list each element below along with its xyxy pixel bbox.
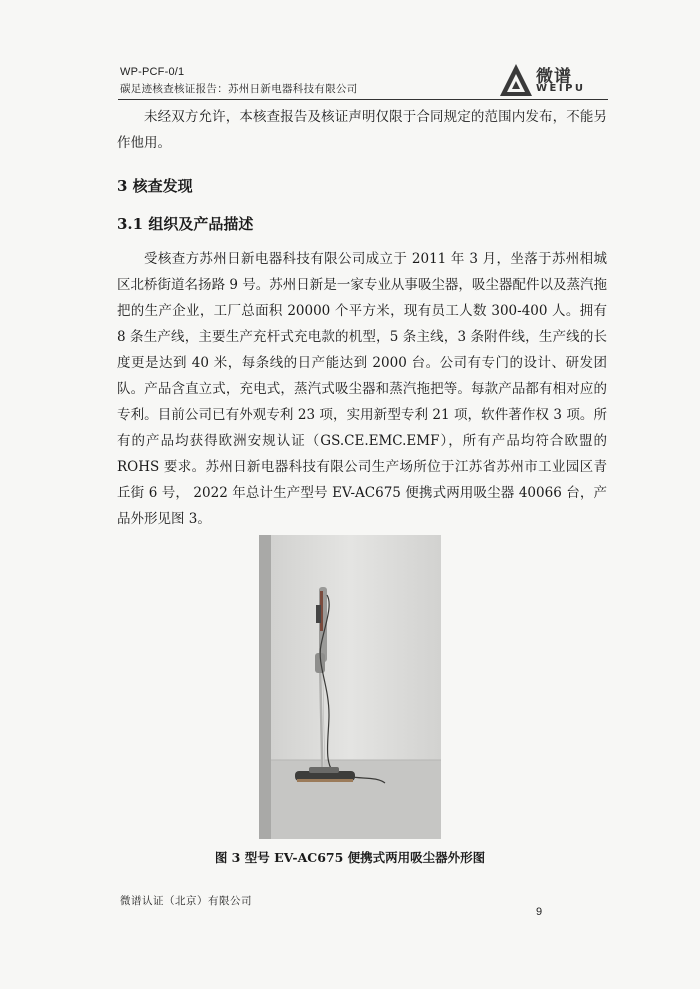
product-photo	[259, 535, 441, 839]
footer-company: 微谱认证（北京）有限公司	[120, 895, 252, 907]
logo-chinese-text: 微谱	[536, 67, 572, 87]
vacuum-cleaner-image	[259, 535, 441, 839]
section-heading: 3 核查发现	[117, 177, 193, 195]
weipu-logo-icon	[498, 62, 534, 98]
document-code: WP-PCF-0/1	[120, 66, 185, 78]
figure-caption: 图 3 型号 EV-AC675 便携式两用吸尘器外形图	[214, 850, 486, 865]
page-number: 9	[536, 906, 543, 918]
subsection-heading: 3.1 组织及产品描述	[117, 215, 254, 233]
description-paragraph: 受核查方苏州日新电器科技有限公司成立于 2011 年 3 月，坐落于苏州相城区北桥街道名扬路 9 号。苏州日新是一家专业从事吸尘器，吸尘器配件以及蒸汽拖把的生产企业，工厂总面积 20000 个平方米，现有员工人数 300-400 人。拥有 8 条生产线，主要生产充杆式充电款的机型，5 条主线，3 条附件线，生产线的长度更是达到 40 米，每条线的日产能达到 2000 台。公司有专门的设计、研发团队。产品含直立式，充电式，蒸汽式吸尘器和蒸汽拖把等。每款产品都有相对应的专利。目前公司已有外观专利 23 项，实用新型专利 21 项，软件著作权 3 项。所有的产品均获得欧洲安规认证（GS.CE.EMC.EMF），所有产品均符合欧盟的 ROHS 要求。苏州日新电器科技有限公司生产场所位于江苏省苏州市工业园区青丘街 6 号， 2022 年总计生产型号 EV-AC675 便携式两用吸尘器 40066 台，产品外形见图 3。	[117, 251, 607, 527]
header-divider	[118, 99, 608, 100]
logo-english-text: WEIPU	[536, 83, 586, 94]
page-header	[120, 66, 358, 96]
intro-paragraph: 未经双方允许，本核查报告及核证声明仅限于合同规定的范围内发布，不能另作他用。	[117, 109, 607, 151]
weipu-logo	[498, 60, 608, 100]
header-subtitle: 碳足迹核查核证报告：苏州日新电器科技有限公司	[120, 83, 358, 95]
